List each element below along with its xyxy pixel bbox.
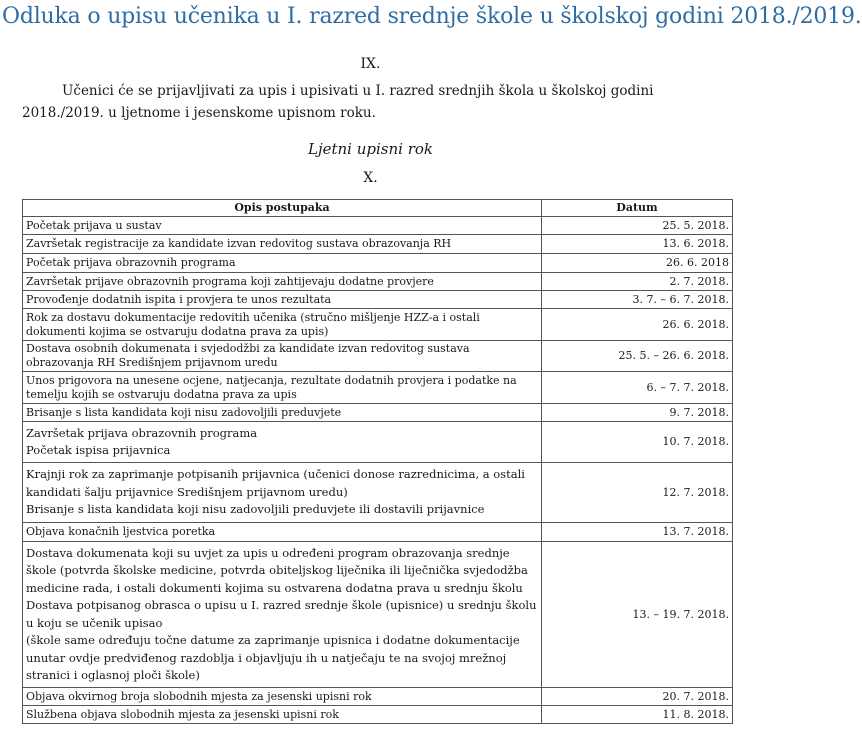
table-row — [23, 309, 733, 341]
row-description — [23, 542, 542, 688]
table-row — [23, 463, 733, 523]
table-row — [23, 341, 733, 372]
row-description — [23, 688, 542, 706]
row-date: 25. 5. 2018. — [542, 217, 733, 235]
row-line: Krajnji rok za zaprimanje potpisanih prijavnica (učenici donose razrednicima, a ostali kandidati šalju prijavnice Središnjem prijavnom uredu) — [26, 467, 525, 499]
column-header-date: Datum — [542, 200, 733, 217]
document-title: Odluka o upisu učenika u I. razred srednje škole u školskoj godini 2018./2019. — [2, 4, 862, 29]
row-description — [23, 235, 542, 254]
row-description — [23, 372, 542, 404]
section-number-x: X. — [363, 170, 378, 186]
row-line: Provođenje dodatnih ispita i provjera te unos rezultata — [26, 292, 332, 306]
row-date: 10. 7. 2018. — [542, 422, 733, 463]
row-date: 13. 6. 2018. — [542, 235, 733, 254]
table-row — [23, 372, 733, 404]
row-date: 6. – 7. 7. 2018. — [542, 372, 733, 404]
row-description — [23, 523, 542, 542]
section-number-ix: IX. — [360, 56, 381, 72]
row-line: Dostava potpisanog obrasca o upisu u I. razred srednje škole (upisnice) u srednju školu u koju se učenik upisao — [26, 598, 537, 630]
table-row — [23, 422, 733, 463]
table-header-row — [23, 200, 733, 217]
row-description — [23, 706, 542, 724]
table-row — [23, 404, 733, 422]
row-line: Objava okvirnog broja slobodnih mjesta za jesenski upisni rok — [26, 689, 372, 703]
row-description — [23, 291, 542, 309]
row-date: 20. 7. 2018. — [542, 688, 733, 706]
row-line: Brisanje s lista kandidata koji nisu zadovoljili preduvjete ili dostavili prijavnice — [26, 502, 485, 517]
table-row — [23, 523, 733, 542]
table-row — [23, 217, 733, 235]
schedule-table — [22, 199, 733, 724]
row-line: Rok za dostavu dokumentacije redovitih učenika (stručno mišljenje HZZ-a i ostali dokumenti kojima se ostvaruju dodatna prava za upis) — [26, 310, 480, 338]
row-description — [23, 254, 542, 273]
row-date: 11. 8. 2018. — [542, 706, 733, 724]
row-line: (škole same određuju točne datume za zaprimanje upisnica i dodatne dokumentacije unutar ovdje predviđenog razdoblja i objavljuju ih u natječaju te na svojoj mrežnoj stranici i oglasnoj ploči škole) — [26, 633, 520, 682]
row-description — [23, 273, 542, 291]
row-description — [23, 309, 542, 341]
row-description — [23, 422, 542, 463]
row-date: 26. 6. 2018 — [542, 254, 733, 273]
row-date: 26. 6. 2018. — [542, 309, 733, 341]
row-description — [23, 217, 542, 235]
table-row — [23, 254, 733, 273]
table-row — [23, 235, 733, 254]
subheading-summer-term: Ljetni upisni rok — [307, 140, 434, 158]
intro-paragraph: Učenici će se prijavljivati za upis i upisivati u I. razred srednjih škola u školskoj godini 2018./2019. u ljetnome i jesenskome upisnom roku. — [22, 83, 654, 121]
row-date: 3. 7. – 6. 7. 2018. — [542, 291, 733, 309]
row-line: Početak ispisa prijavnica — [26, 443, 171, 457]
row-description — [23, 404, 542, 422]
row-line: Službena objava slobodnih mjesta za jesenski upisni rok — [26, 707, 339, 721]
row-line: Unos prigovora na unesene ocjene, natjecanja, rezultate dodatnih provjera i podatke na temelju kojih se ostvaruju dodatna prava za upis — [26, 373, 517, 401]
row-line: Brisanje s lista kandidata koji nisu zadovoljili preduvjete — [26, 405, 342, 419]
row-date: 13. – 19. 7. 2018. — [542, 542, 733, 688]
row-line: Objava konačnih ljestvica poretka — [26, 525, 216, 538]
table-row — [23, 542, 733, 688]
row-line: Dostava osobnih dokumenata i svjedodžbi za kandidate izvan redovitog sustava obrazovanja RH Središnjem prijavnom uredu — [26, 342, 470, 369]
row-line: Završetak prijave obrazovnih programa koji zahtijevaju dodatne provjere — [26, 274, 434, 288]
row-description — [23, 463, 542, 523]
row-date: 25. 5. – 26. 6. 2018. — [542, 341, 733, 372]
column-header-description: Opis postupaka — [23, 200, 542, 217]
row-line: Početak prijava obrazovnih programa — [26, 256, 236, 269]
row-date: 13. 7. 2018. — [542, 523, 733, 542]
row-line: Završetak registracije za kandidate izvan redovitog sustava obrazovanja RH — [26, 237, 452, 250]
row-line: Završetak prijava obrazovnih programa — [26, 425, 258, 440]
row-description — [23, 341, 542, 372]
row-date: 12. 7. 2018. — [542, 463, 733, 523]
row-line: Početak prijava u sustav — [26, 218, 162, 232]
table-row — [23, 688, 733, 706]
row-date: 2. 7. 2018. — [542, 273, 733, 291]
table-row — [23, 706, 733, 724]
row-date: 9. 7. 2018. — [542, 404, 733, 422]
table-row — [23, 291, 733, 309]
table-row — [23, 273, 733, 291]
row-line: Dostava dokumenata koji su uvjet za upis u određeni program obrazovanja srednje škole (potvrda školske medicine, potvrda obiteljskog liječnika ili liječnička svjedodžba medicine rada, i ostali dokumenti kojima su ostvarena dodatna prava u srednju školu — [26, 545, 528, 595]
